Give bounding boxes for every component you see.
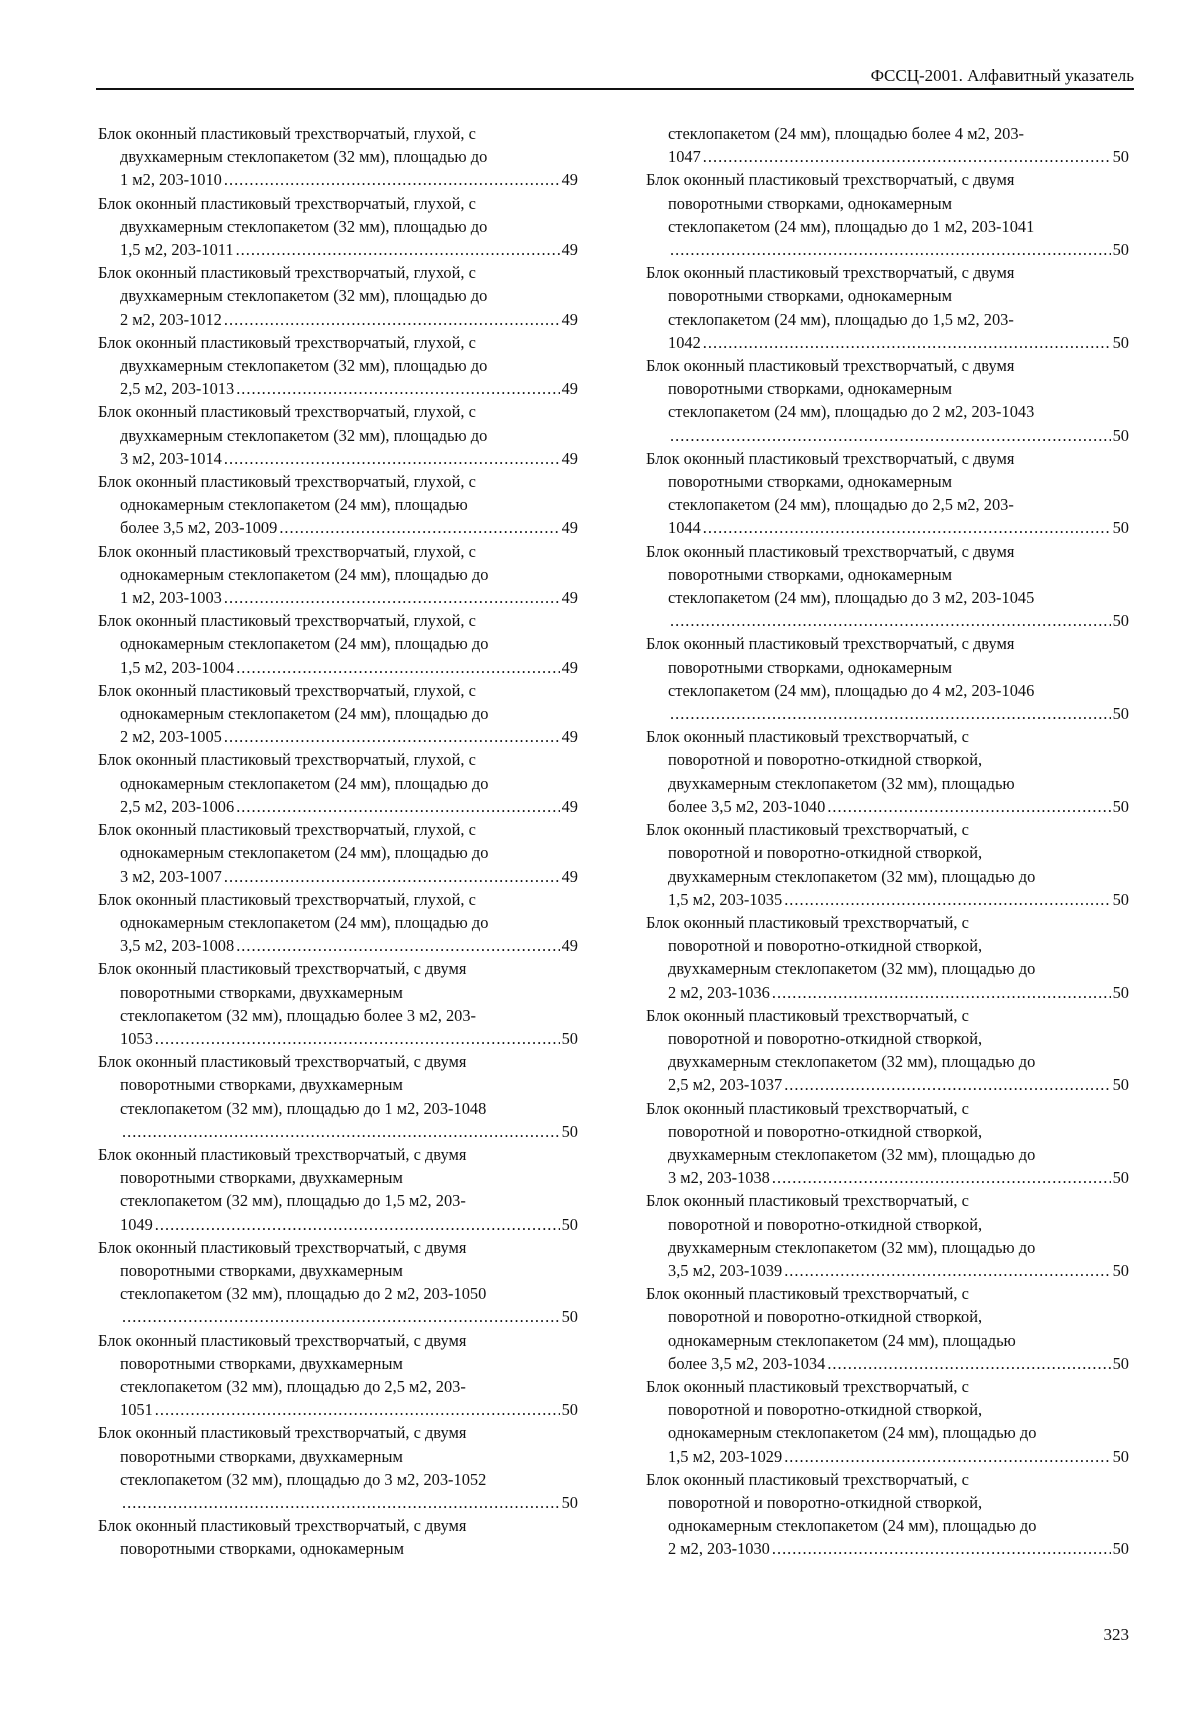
dot-leader — [703, 331, 1111, 354]
entry-tail — [668, 331, 1129, 354]
entry-text-line: поворотной и поворотно-откидной створкой, — [668, 1492, 983, 1512]
entry-tail — [120, 238, 578, 261]
entry-tail — [120, 1120, 578, 1143]
dot-leader — [155, 1027, 560, 1050]
entry-text-line: двухкамерным стеклопакетом (32 мм), площадью до — [668, 866, 1036, 886]
index-entry — [646, 122, 1129, 168]
index-entry — [646, 1189, 1129, 1282]
entry-tail-text: 1053 — [120, 1028, 153, 1048]
entry-text-line: стеклопакетом (32 мм), площадью более 3 м2, 203- — [120, 1005, 477, 1025]
index-entry — [646, 911, 1129, 1004]
entry-tail — [668, 1073, 1129, 1096]
dot-leader — [827, 1352, 1110, 1375]
index-entry — [646, 447, 1129, 540]
entry-text-line: двухкамерным стеклопакетом (32 мм), площадью до — [120, 356, 488, 376]
entry-page-number: 49 — [561, 796, 578, 816]
entry-text-line: Блок оконный пластиковый трехстворчатый, с — [646, 1284, 969, 1304]
entry-text-line: однокамерным стеклопакетом (24 мм), площадью до — [120, 704, 489, 724]
entry-text-line: Блок оконный пластиковый трехстворчатый, с — [646, 1098, 969, 1118]
entry-text-line: поворотными створками, двухкамерным — [120, 1353, 403, 1373]
index-entry — [98, 1421, 578, 1514]
entry-text-line: поворотной и поворотно-откидной створкой, — [668, 1400, 983, 1420]
index-entry — [98, 1143, 578, 1236]
entry-page-number: 49 — [561, 588, 578, 608]
dot-leader — [772, 1537, 1111, 1560]
entry-text-line: двухкамерным стеклопакетом (32 мм), площадью до — [668, 1052, 1036, 1072]
entry-text-line: Блок оконный пластиковый трехстворчатый, глухой, с — [98, 680, 476, 700]
dot-leader — [236, 377, 559, 400]
entry-page-number: 50 — [561, 1121, 578, 1141]
entry-tail-text: 2 м2, 203-1030 — [668, 1539, 770, 1559]
index-entry — [646, 1468, 1129, 1561]
entry-page-number: 50 — [1112, 1075, 1129, 1095]
entry-text-line: Блок оконный пластиковый трехстворчатый, глухой, с — [98, 750, 476, 770]
entry-text-line: Блок оконный пластиковый трехстворчатый, глухой, с — [98, 889, 476, 909]
index-entry — [646, 1097, 1129, 1190]
entry-page-number: 49 — [561, 309, 578, 329]
entry-text-line: поворотной и поворотно-откидной створкой, — [668, 1121, 983, 1141]
entry-text-line: Блок оконный пластиковый трехстворчатый, глухой, с — [98, 193, 476, 213]
entry-tail — [120, 516, 578, 539]
dot-leader — [122, 1305, 560, 1328]
entry-text-line: однокамерным стеклопакетом (24 мм), площадью до — [120, 634, 489, 654]
index-entry — [646, 1282, 1129, 1375]
dot-leader — [670, 702, 1111, 725]
index-entry — [646, 725, 1129, 818]
entry-tail — [120, 168, 578, 191]
entry-tail — [120, 586, 578, 609]
entry-text-line: поворотной и поворотно-откидной створкой, — [668, 936, 983, 956]
entry-text-line: стеклопакетом (24 мм), площадью до 2 м2, 203-1043 — [668, 402, 1035, 422]
entry-text-line: двухкамерным стеклопакетом (32 мм), площадью до — [120, 425, 488, 445]
entry-tail-text: 2 м2, 203-1005 — [120, 727, 222, 747]
entry-tail-text: 1044 — [668, 518, 701, 538]
dot-leader — [236, 656, 559, 679]
dot-leader — [224, 586, 560, 609]
entry-text-line: однокамерным стеклопакетом (24 мм), площадью до — [668, 1516, 1037, 1536]
entry-text-line: поворотными створками, двухкамерным — [120, 1168, 403, 1188]
entry-text-line: Блок оконный пластиковый трехстворчатый, глухой, с — [98, 820, 476, 840]
dot-leader — [703, 516, 1111, 539]
entry-text-line: Блок оконный пластиковый трехстворчатый, с двумя — [98, 959, 467, 979]
entry-tail-text: 3 м2, 203-1038 — [668, 1168, 770, 1188]
index-entry — [98, 540, 578, 610]
dot-leader — [784, 1073, 1110, 1096]
entry-text-line: Блок оконный пластиковый трехстворчатый, с двумя — [98, 1052, 467, 1072]
entry-text-line: Блок оконный пластиковый трехстворчатый, с двумя — [646, 356, 1015, 376]
entry-tail-text: более 3,5 м2, 203-1034 — [668, 1353, 826, 1373]
dot-leader — [827, 795, 1110, 818]
entry-tail-text: 1042 — [668, 332, 701, 352]
entry-page-number: 49 — [561, 657, 578, 677]
index-column-right — [646, 122, 1129, 1561]
dot-leader — [703, 145, 1111, 168]
entry-tail-text: 3,5 м2, 203-1008 — [120, 936, 235, 956]
entry-tail — [120, 725, 578, 748]
entry-text-line: Блок оконный пластиковый трехстворчатый, с двумя — [646, 634, 1015, 654]
dot-leader — [772, 981, 1111, 1004]
index-entry — [98, 957, 578, 1050]
entry-tail-text: 2 м2, 203-1012 — [120, 309, 222, 329]
entry-tail-text: 1 м2, 203-1010 — [120, 170, 222, 190]
entry-text-line: однокамерным стеклопакетом (24 мм), площадью до — [120, 843, 489, 863]
entry-text-line: Блок оконный пластиковый трехстворчатый, с — [646, 1469, 969, 1489]
entry-text-line: поворотными створками, однокамерным — [668, 379, 952, 399]
entry-tail — [668, 1537, 1129, 1560]
dot-leader — [784, 888, 1110, 911]
entry-tail — [120, 795, 578, 818]
entry-text-line: поворотными створками, двухкамерным — [120, 1260, 403, 1280]
dot-leader — [236, 934, 559, 957]
entry-tail-text: более 3,5 м2, 203-1009 — [120, 518, 278, 538]
dot-leader — [670, 424, 1111, 447]
entry-text-line: поворотными створками, однокамерным — [120, 1539, 404, 1559]
entry-page-number: 50 — [1112, 1260, 1129, 1280]
entry-tail-text: 3,5 м2, 203-1039 — [668, 1260, 783, 1280]
entry-tail — [668, 702, 1129, 725]
entry-text-line: поворотной и поворотно-откидной створкой, — [668, 1307, 983, 1327]
entry-page-number: 50 — [1112, 982, 1129, 1002]
entry-text-line: поворотными створками, однокамерным — [668, 286, 952, 306]
dot-leader — [122, 1120, 560, 1143]
entry-tail-text: 1,5 м2, 203-1029 — [668, 1446, 783, 1466]
entry-tail — [668, 1166, 1129, 1189]
entry-tail — [120, 447, 578, 470]
entry-text-line: Блок оконный пластиковый трехстворчатый, глухой, с — [98, 402, 476, 422]
entry-text-line: Блок оконный пластиковый трехстворчатый, глухой, с — [98, 472, 476, 492]
entry-page-number: 50 — [1112, 704, 1129, 724]
page-number: 323 — [1103, 1625, 1129, 1644]
entry-text-line: Блок оконный пластиковый трехстворчатый, с двумя — [98, 1423, 467, 1443]
entry-page-number: 49 — [561, 866, 578, 886]
entry-text-line: стеклопакетом (32 мм), площадью до 2 м2, 203-1050 — [120, 1284, 487, 1304]
entry-page-number: 49 — [561, 936, 578, 956]
entry-tail — [668, 424, 1129, 447]
index-entry — [646, 261, 1129, 354]
entry-text-line: двухкамерным стеклопакетом (32 мм), площадью — [668, 773, 1015, 793]
header-title: ФССЦ-2001. Алфавитный указатель — [870, 66, 1134, 85]
entry-text-line: стеклопакетом (32 мм), площадью до 1,5 м2, 203- — [120, 1191, 466, 1211]
entry-text-line: однокамерным стеклопакетом (24 мм), площадью до — [668, 1423, 1037, 1443]
entry-page-number: 50 — [561, 1028, 578, 1048]
entry-text-line: поворотными створками, двухкамерным — [120, 982, 403, 1002]
entry-tail — [668, 981, 1129, 1004]
entry-page-number: 49 — [561, 379, 578, 399]
entry-text-line: Блок оконный пластиковый трехстворчатый, с двумя — [98, 1516, 467, 1536]
entry-text-line: Блок оконный пластиковый трехстворчатый, с двумя — [646, 448, 1015, 468]
entry-page-number: 50 — [561, 1492, 578, 1512]
entry-tail — [668, 238, 1129, 261]
entry-page-number: 50 — [561, 1307, 578, 1327]
entry-tail-text: 2,5 м2, 203-1013 — [120, 379, 235, 399]
entry-text-line: Блок оконный пластиковый трехстворчатый, с — [646, 727, 969, 747]
dot-leader — [772, 1166, 1111, 1189]
entry-text-line: Блок оконный пластиковый трехстворчатый, с — [646, 1191, 969, 1211]
entry-text-line: Блок оконный пластиковый трехстворчатый, с двумя — [646, 541, 1015, 561]
entry-page-number: 49 — [561, 518, 578, 538]
entry-tail — [120, 1027, 578, 1050]
index-column-left — [98, 122, 578, 1561]
entry-text-line: Блок оконный пластиковый трехстворчатый, глухой, с — [98, 124, 476, 143]
entry-text-line: стеклопакетом (24 мм), площадью до 4 м2, 203-1046 — [668, 680, 1035, 700]
entry-text-line: поворотной и поворотно-откидной створкой, — [668, 1214, 983, 1234]
entry-text-line: двухкамерным стеклопакетом (32 мм), площадью до — [120, 286, 488, 306]
index-entry — [646, 354, 1129, 447]
entry-text-line: Блок оконный пластиковый трехстворчатый, с двумя — [98, 1144, 467, 1164]
entry-page-number: 49 — [561, 170, 578, 190]
index-entry — [98, 122, 578, 192]
entry-page-number: 50 — [1112, 611, 1129, 631]
entry-tail — [120, 934, 578, 957]
index-entry — [98, 331, 578, 401]
dot-leader — [670, 609, 1111, 632]
entry-text-line: однокамерным стеклопакетом (24 мм), площадью — [668, 1330, 1016, 1350]
dot-leader — [155, 1398, 560, 1421]
entry-text-line: двухкамерным стеклопакетом (32 мм), площадью до — [668, 1237, 1036, 1257]
entry-tail — [668, 609, 1129, 632]
entry-text-line: однокамерным стеклопакетом (24 мм), площадью до — [120, 564, 489, 584]
entry-page-number: 50 — [561, 1214, 578, 1234]
entry-tail — [120, 1398, 578, 1421]
dot-leader — [236, 795, 559, 818]
entry-tail — [120, 656, 578, 679]
entry-tail — [120, 1213, 578, 1236]
entry-page-number: 50 — [1112, 240, 1129, 260]
entry-text-line: Блок оконный пластиковый трехстворчатый, с — [646, 820, 969, 840]
entry-text-line: Блок оконный пластиковый трехстворчатый, глухой, с — [98, 263, 476, 283]
index-entry — [98, 818, 578, 888]
entry-tail-text: 1 м2, 203-1003 — [120, 588, 222, 608]
index-entry — [98, 400, 578, 470]
index-entry — [98, 609, 578, 679]
entry-text-line: однокамерным стеклопакетом (24 мм), площадью до — [120, 773, 489, 793]
entry-text-line: Блок оконный пластиковый трехстворчатый, с двумя — [646, 263, 1015, 283]
entry-tail-text: 2,5 м2, 203-1006 — [120, 796, 235, 816]
index-entry — [98, 261, 578, 331]
entry-page-number: 50 — [1112, 518, 1129, 538]
dot-leader — [784, 1445, 1110, 1468]
entry-text-line: стеклопакетом (24 мм), площадью более 4 м2, 203- — [668, 124, 1025, 143]
index-entry — [646, 632, 1129, 725]
entry-text-line: поворотными створками, однокамерным — [668, 472, 952, 492]
entry-page-number: 49 — [561, 727, 578, 747]
dot-leader — [279, 516, 559, 539]
index-entry — [646, 1004, 1129, 1097]
dot-leader — [670, 238, 1111, 261]
entry-text-line: поворотными створками, однокамерным — [668, 193, 952, 213]
entry-tail-text: 1,5 м2, 203-1035 — [668, 889, 783, 909]
entry-tail-text: 1,5 м2, 203-1011 — [120, 240, 234, 260]
dot-leader — [236, 238, 560, 261]
entry-text-line: стеклопакетом (32 мм), площадью до 3 м2, 203-1052 — [120, 1469, 487, 1489]
entry-tail — [120, 1491, 578, 1514]
entry-tail — [120, 865, 578, 888]
entry-page-number: 49 — [561, 240, 578, 260]
entry-page-number: 50 — [561, 1400, 578, 1420]
index-entry — [98, 888, 578, 958]
entry-page-number: 50 — [1112, 147, 1129, 167]
index-entry — [98, 192, 578, 262]
entry-text-line: стеклопакетом (24 мм), площадью до 1,5 м2, 203- — [668, 309, 1014, 329]
dot-leader — [122, 1491, 560, 1514]
entry-text-line: Блок оконный пластиковый трехстворчатый, с двумя — [98, 1237, 467, 1257]
entry-page-number: 50 — [1112, 1446, 1129, 1466]
entry-page-number: 50 — [1112, 332, 1129, 352]
dot-leader — [224, 168, 560, 191]
index-entry — [98, 470, 578, 540]
index-entry — [98, 1329, 578, 1422]
entry-text-line: Блок оконный пластиковый трехстворчатый, с двумя — [98, 1330, 467, 1350]
entry-tail — [668, 1445, 1129, 1468]
entry-text-line: Блок оконный пластиковый трехстворчатый, глухой, с — [98, 611, 476, 631]
index-entry — [98, 748, 578, 818]
entry-page-number: 50 — [1112, 1539, 1129, 1559]
entry-text-line: поворотными створками, однокамерным — [668, 657, 952, 677]
entry-text-line: однокамерным стеклопакетом (24 мм), площадью — [120, 495, 468, 515]
entry-text-line: стеклопакетом (24 мм), площадью до 2,5 м2, 203- — [668, 495, 1014, 515]
entry-text-line: Блок оконный пластиковый трехстворчатый, глухой, с — [98, 332, 476, 352]
entry-page-number: 50 — [1112, 796, 1129, 816]
entry-text-line: двухкамерным стеклопакетом (32 мм), площадью до — [668, 1144, 1036, 1164]
entry-text-line: двухкамерным стеклопакетом (32 мм), площадью до — [668, 959, 1036, 979]
entry-text-line: стеклопакетом (24 мм), площадью до 1 м2, 203-1041 — [668, 216, 1035, 236]
entry-page-number: 49 — [561, 448, 578, 468]
index-entry — [646, 818, 1129, 911]
dot-leader — [224, 447, 560, 470]
entry-tail — [668, 888, 1129, 911]
entry-tail-text: 2 м2, 203-1036 — [668, 982, 770, 1002]
entry-text-line: стеклопакетом (24 мм), площадью до 3 м2, 203-1045 — [668, 588, 1035, 608]
entry-tail-text: 1051 — [120, 1400, 153, 1420]
running-header — [96, 66, 1134, 90]
index-entry — [98, 1236, 578, 1329]
entry-text-line: поворотными створками, двухкамерным — [120, 1446, 403, 1466]
entry-page-number: 50 — [1112, 889, 1129, 909]
entry-text-line: Блок оконный пластиковый трехстворчатый, с — [646, 1376, 969, 1396]
index-entry — [98, 1050, 578, 1143]
entry-tail-text: 1,5 м2, 203-1004 — [120, 657, 235, 677]
entry-text-line: двухкамерным стеклопакетом (32 мм), площадью до — [120, 147, 488, 167]
index-entry — [98, 679, 578, 749]
entry-tail — [668, 795, 1129, 818]
index-entry — [646, 1375, 1129, 1468]
entry-text-line: поворотной и поворотно-откидной створкой, — [668, 843, 983, 863]
dot-leader — [784, 1259, 1110, 1282]
entry-text-line: стеклопакетом (32 мм), площадью до 2,5 м2, 203- — [120, 1376, 466, 1396]
dot-leader — [224, 725, 560, 748]
entry-text-line: Блок оконный пластиковый трехстворчатый, с — [646, 912, 969, 932]
entry-tail — [120, 1305, 578, 1328]
entry-text-line: поворотной и поворотно-откидной створкой, — [668, 1028, 983, 1048]
entry-text-line: поворотными створками, однокамерным — [668, 564, 952, 584]
dot-leader — [224, 308, 560, 331]
entry-tail-text: 3 м2, 203-1007 — [120, 866, 222, 886]
entry-tail-text: 2,5 м2, 203-1037 — [668, 1075, 783, 1095]
dot-leader — [155, 1213, 560, 1236]
dot-leader — [224, 865, 560, 888]
entry-page-number: 50 — [1112, 1353, 1129, 1373]
index-entry — [646, 540, 1129, 633]
entry-text-line: Блок оконный пластиковый трехстворчатый, с — [646, 1005, 969, 1025]
entry-tail-text: 1047 — [668, 147, 701, 167]
entry-tail — [120, 308, 578, 331]
entry-tail — [668, 1352, 1129, 1375]
entry-tail — [120, 377, 578, 400]
entry-tail-text: 1049 — [120, 1214, 153, 1234]
entry-text-line: двухкамерным стеклопакетом (32 мм), площадью до — [120, 216, 488, 236]
entry-text-line: поворотными створками, двухкамерным — [120, 1075, 403, 1095]
entry-text-line: Блок оконный пластиковый трехстворчатый, с двумя — [646, 170, 1015, 190]
entry-tail — [668, 145, 1129, 168]
entry-page-number: 50 — [1112, 425, 1129, 445]
entry-text-line: Блок оконный пластиковый трехстворчатый, глухой, с — [98, 541, 476, 561]
index-entry — [98, 1514, 578, 1560]
entry-text-line: стеклопакетом (32 мм), площадью до 1 м2, 203-1048 — [120, 1098, 487, 1118]
entry-page-number: 50 — [1112, 1168, 1129, 1188]
entry-tail-text: более 3,5 м2, 203-1040 — [668, 796, 826, 816]
index-entry — [646, 168, 1129, 261]
entry-text-line: поворотной и поворотно-откидной створкой, — [668, 750, 983, 770]
entry-tail — [668, 516, 1129, 539]
entry-text-line: однокамерным стеклопакетом (24 мм), площадью до — [120, 912, 489, 932]
entry-tail — [668, 1259, 1129, 1282]
entry-tail-text: 3 м2, 203-1014 — [120, 448, 222, 468]
